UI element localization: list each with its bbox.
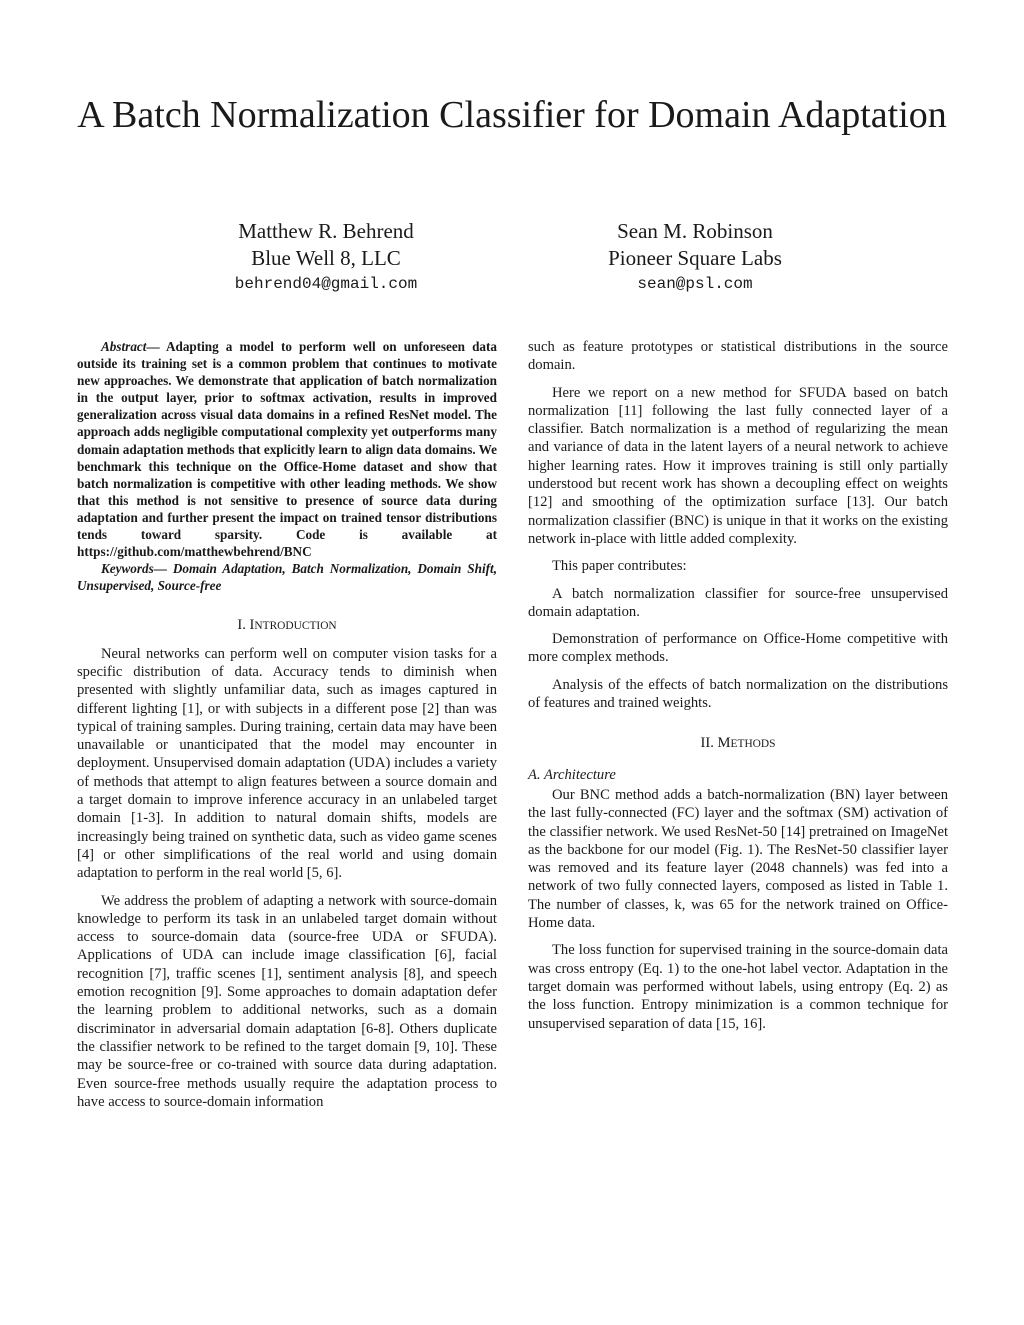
- author-block-1: [166, 218, 486, 295]
- contribution-item: A batch normalization classifier for source-free unsupervised domain adaptation.: [528, 585, 948, 620]
- contribution-item: Demonstration of performance on Office-Home competitive with more complex methods.: [528, 631, 948, 666]
- keywords-text: — Domain Adaptation, Batch Normalization, Domain Shift, Unsupervised, Source-free: [77, 561, 497, 594]
- author-affiliation: Blue Well 8, LLC: [251, 246, 401, 270]
- author-affiliation: Pioneer Square Labs: [608, 246, 782, 270]
- section-heading-methods: II. METHODS: [700, 735, 776, 752]
- abstract-label: Abstract: [101, 339, 147, 354]
- paragraph: Here we report on a new method for SFUDA based on batch normalization [11] following the last fully connected layer of a classifier. Batch normalization is a method of regularizing the mean and variance of data in the latent layers of a neural network to achieve higher learning rates. How it improves training is still only partially understood but recent work has shown a decoupling effect on weights [12] and smoothing of the optimization surface [13]. Our batch normalization classifier (BNC) is unique in that it works on the existing network in-place with little added complexity.: [528, 384, 948, 547]
- paragraph: We address the problem of adapting a network with source-domain knowledge to perform its task in an unlabeled target domain without access to source-domain data (source-free UDA or SFUDA). Applications of UDA can include image classification [6], facial recognition [7], traffic scenes [1], sentiment analysis [8], and speech emotion recognition [9]. Some approaches to domain adaptation defer the learning problem to additional networks, such as a domain discriminator in adversarial domain adaptation [6-8]. Others duplicate the classifier network to be refined to the target domain [9, 10]. These may be source-free or co-trained with source data during adaptation. Even source-free methods usually require the adaptation process to have access to source-domain information: [77, 892, 497, 1110]
- contribution-item: Analysis of the effects of batch normalization on the distributions of features and trained weights.: [528, 676, 948, 712]
- author-name: Matthew R. Behrend: [238, 219, 414, 243]
- abstract-text: Adapting a model to perform well on unforeseen data outside its training set is a common problem that continues to motivate new approaches. We demonstrate that application of batch normalization in the output layer, prior to softmax activation, results in improved generalization across visual data domains in a refined ResNet model. The approach adds negligible computational complexity yet outperforms many domain adaptation methods that explicitly learn to align data domains. We benchmark this technique on the Office-Home dataset and show that batch normalization is competitive with other leading methods. We show that this method is not sensitive to presence of source data during adaptation and further present the impact on trained tensor distributions tends toward sparsity. Code is available at https://github.com/matthewbehrend/BNC: [77, 339, 497, 560]
- right-column: [528, 338, 948, 1033]
- left-column: [77, 338, 497, 1111]
- author-block-2: [535, 218, 855, 295]
- paper-title: A Batch Normalization Classifier for Domain Adaptation: [77, 94, 947, 136]
- paragraph: Neural networks can perform well on computer vision tasks for a specific distribution of data. Accuracy tends to diminish when presented with slightly unfamiliar data, such as images captured in different lighting [1], or with subjects in a different pose [2] than was typical of training samples. During training, certain data may have been unavailable or unanticipated that the model may encounter in deployment. Unsupervised domain adaptation (UDA) includes a variety of methods that attempt to align features between a source domain and a target domain to improve inference accuracy in an unlabeled target domain [1-3]. In addition to natural domain shifts, models are increasingly being trained on synthetic data, such as video game scenes [4] or other simplifications of the real world and using domain adaptation to perform in the real world [5, 6].: [77, 645, 497, 882]
- paragraph: The loss function for supervised training in the source-domain data was cross entropy (Eq. 1) to the one-hot label vector. Adaptation in the target domain was performed without labels, using entropy (Eq. 2) as the loss function. Entropy minimization is a common technique for unsupervised separation of data [15, 16].: [528, 942, 948, 1032]
- keywords: [77, 560, 497, 594]
- paragraph-continued: such as feature prototypes or statistical distributions in the source domain.: [528, 339, 948, 374]
- author-email: sean@psl.com: [637, 275, 753, 293]
- subsection-heading-architecture: A. Architecture: [528, 766, 616, 783]
- abstract: [77, 338, 497, 560]
- paragraph: This paper contributes:: [552, 558, 687, 575]
- keywords-label: Keywords: [101, 561, 154, 577]
- abstract-dash: —: [146, 339, 160, 354]
- section-heading-introduction: I. INTRODUCTION: [237, 617, 337, 634]
- author-name: Sean M. Robinson: [617, 219, 773, 243]
- author-email: behrend04@gmail.com: [234, 275, 418, 293]
- paragraph: Our BNC method adds a batch-normalization (BN) layer between the last fully-connected (FC) layer and the softmax (SM) activation of the classifier network. We used ResNet-50 [14] pretrained on ImageNet as the backbone for our model (Fig. 1). The ResNet-50 classifier layer was removed and its feature layer (2048 channels) was fed into a network of two fully connected layers, composed as listed in Table 1. The number of classes, k, was 65 for the network trained on Office-Home data.: [528, 786, 948, 932]
